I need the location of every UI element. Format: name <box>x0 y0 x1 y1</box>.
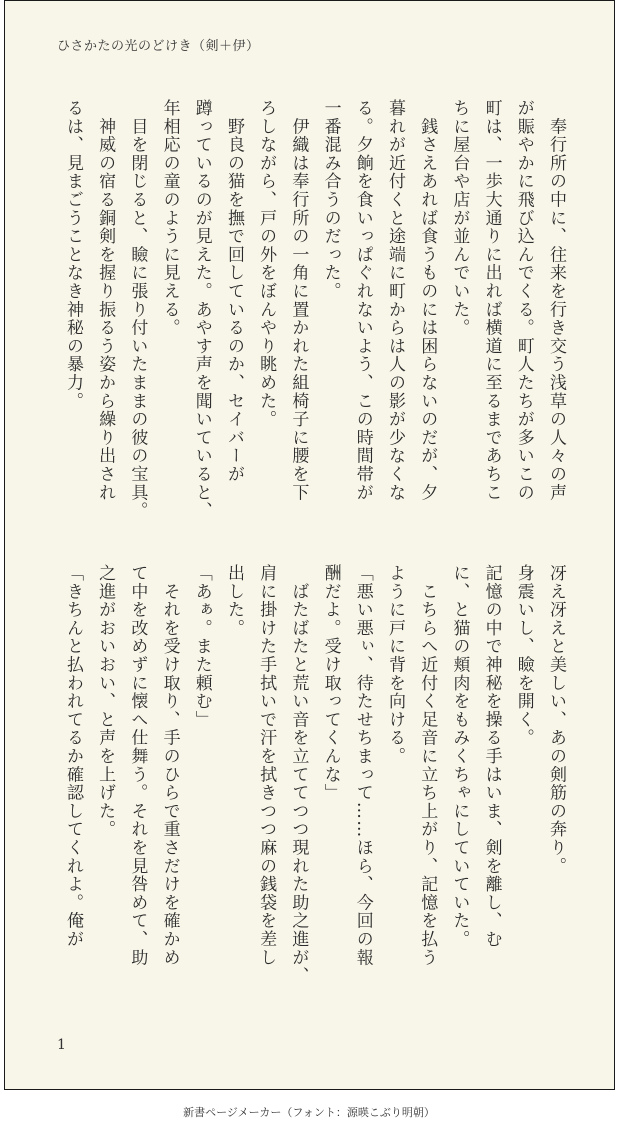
text-line: に、と猫の頬肉をもみくちゃにしていていた。 <box>449 564 470 949</box>
text-line: が賑やかに飛び込んでくる。町人たちが多いこの <box>513 99 534 502</box>
text-line: こちらへ近付く足音に立ち上がり、記憶を払う <box>417 564 438 967</box>
footer-credit: 新書ページメーカー（フォント：源暎こぶり明朝） <box>183 1106 435 1119</box>
page-number: 1 <box>57 1037 66 1053</box>
text-line: 年相応の童のように見える。 <box>159 99 180 337</box>
text-line: 奉行所の中に、往来を行き交う浅草の人々の声 <box>546 99 566 502</box>
text-line: それを受け取り、手のひらで重さだけを確かめ <box>159 564 180 967</box>
book-page <box>4 0 615 1090</box>
text-line: 肩に掛けた手拭いで汗を拭きつつ麻の銭袋を差し <box>256 564 277 967</box>
text-line: 冴え冴えと美しい、あの剣筋の奔り。 <box>546 564 566 876</box>
text-line: 蹲っているのが見えた。あやす声を聞いていると、 <box>191 99 212 520</box>
text-line: 一番混み合うのだった。 <box>320 99 341 301</box>
text-line: 暮れが近付くと途端に町からは人の影が少なくな <box>384 99 405 502</box>
text-line: 記憶の中で神秘を操る手はいま、剣を離し、む <box>481 564 502 949</box>
text-line: ちに屋台や店が並んでいた。 <box>449 99 470 337</box>
text-line: 町は、一歩大通りに出れば横道に至るまであちこ <box>481 99 502 502</box>
text-line: 身震いし、瞼を開く。 <box>513 564 534 747</box>
text-line: 「きちんと払われてるか確認してくれよ。俺が <box>62 564 83 949</box>
text-line: 野良の猫を撫で回しているのか、セイバーが <box>223 99 244 484</box>
text-line: 神威の宿る銅剣を握り振るう姿から繰り出され <box>95 99 116 502</box>
text-line: ばたばたと荒い音を立ててつつ現れた助之進が、 <box>288 564 309 985</box>
text-line: るは、見まごうことなき神秘の暴力。 <box>62 99 83 411</box>
text-line: 目を閉じると、瞼に張り付いたままの彼の宝具。 <box>127 99 148 520</box>
text-line: て中を改めずに懐へ仕舞う。それを見咎めて、助 <box>127 564 148 967</box>
text-line: 「悪い悪ぃ、待たせちまって……ほら、今回の報 <box>352 564 373 967</box>
text-line: 伊織は奉行所の一角に置かれた組椅子に腰を下 <box>288 99 309 502</box>
lower-text-block <box>52 564 572 1004</box>
text-line: る。夕餉を食いっぱぐれないよう、この時間帯が <box>352 99 373 502</box>
text-line: 出した。 <box>223 564 244 638</box>
upper-text-block <box>52 99 572 539</box>
text-line: ように戸に背を向ける。 <box>384 564 405 766</box>
text-line: 酬だよ。受け取ってくんな」 <box>320 564 341 802</box>
text-line: ろしながら、戸の外をぼんやり眺めた。 <box>256 99 277 429</box>
running-header: ひさかたの光のどけき（剣＋伊） <box>57 39 260 54</box>
text-line: 之進がおいおい、と声を上げた。 <box>95 564 116 839</box>
text-line: 「あぁ。また頼む」 <box>191 564 212 729</box>
text-line: 銭さえあれば食うものには困らないのだが、夕 <box>417 99 438 502</box>
